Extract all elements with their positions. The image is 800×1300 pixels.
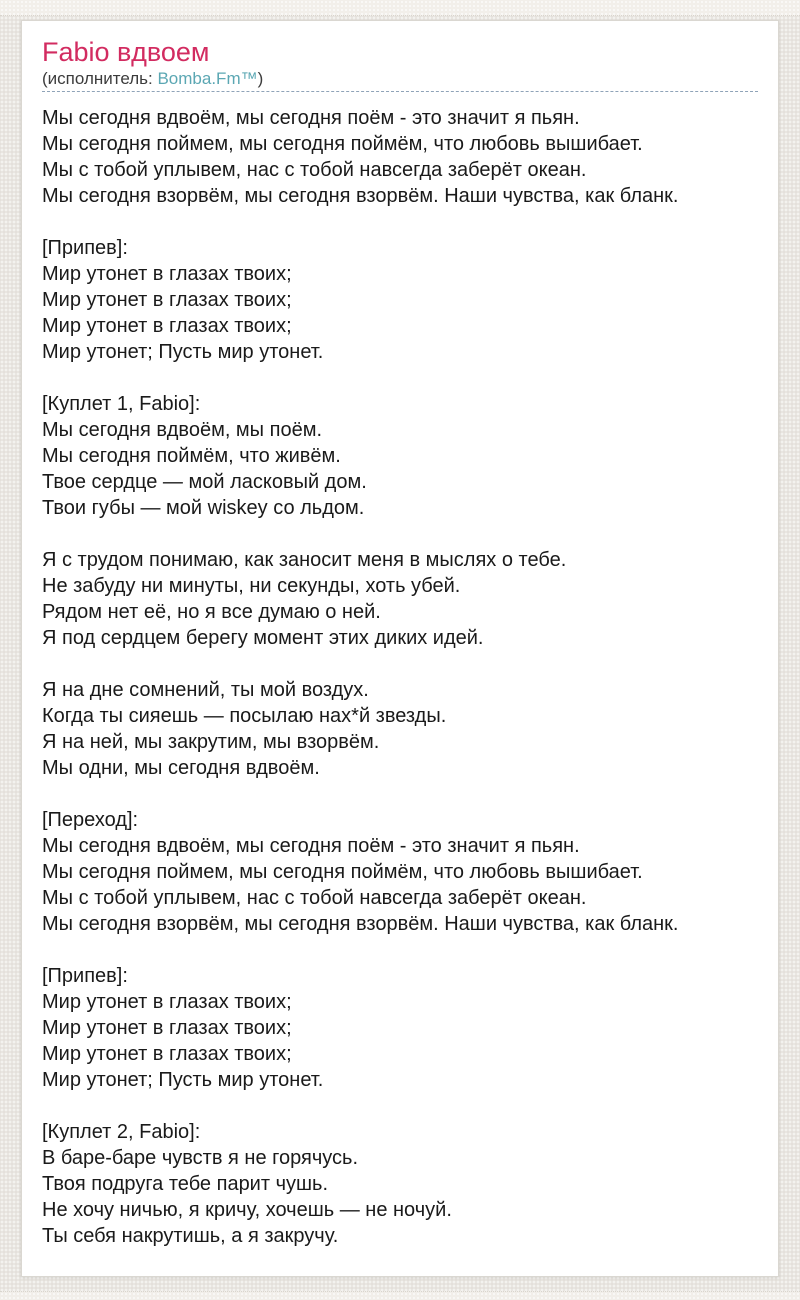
lyric-line: Ты себя накрутишь, а я закручу. — [42, 1225, 339, 1247]
page-bottom-texture-band — [0, 1291, 800, 1300]
lyric-line: Мир утонет; Пусть мир утонет. — [42, 341, 324, 363]
stanza — [42, 963, 758, 1093]
lyric-line: Мир утонет; Пусть мир утонет. — [42, 1069, 324, 1091]
artist-link[interactable]: Bomba.Fm™ — [157, 69, 258, 88]
lyric-line: Твое сердце — мой ласковый дом. — [42, 471, 367, 493]
artist-label-prefix: (исполнитель: — [42, 69, 158, 88]
artist-label-suffix: ) — [257, 69, 264, 88]
lyric-line: В баре-баре чувств я не горячусь. — [42, 1147, 358, 1169]
lyric-line: Мы сегодня вдвоём, мы сегодня поём - это значит я пьян. — [42, 835, 580, 857]
stanza — [42, 1119, 758, 1249]
lyric-line: Не хочу ничью, я кричу, хочешь — не ночуй. — [42, 1199, 452, 1221]
lyric-line: Мир утонет в глазах твоих; — [42, 1017, 292, 1039]
lyric-line: Рядом нет её, но я все думаю о ней. — [42, 601, 381, 623]
stanza — [42, 391, 758, 521]
song-title: Fabio вдвоем — [42, 37, 210, 67]
lyric-line: Мы с тобой уплывем, нас с тобой навсегда заберёт океан. — [42, 887, 587, 909]
lyric-line: Мы сегодня поймем, мы сегодня поймём, что любовь вышибает. — [42, 861, 643, 883]
page-top-texture-band — [0, 0, 800, 16]
stanza — [42, 807, 758, 937]
lyric-line: [Припев]: — [42, 965, 128, 987]
lyric-line: Мир утонет в глазах твоих; — [42, 289, 292, 311]
lyric-line: Не забуду ни минуты, ни секунды, хоть убей. — [42, 575, 461, 597]
lyric-line: [Куплет 2, Fabio]: — [42, 1121, 201, 1143]
lyric-line: Мы сегодня поймем, мы сегодня поймём, что любовь вышибает. — [42, 133, 643, 155]
stanza — [42, 105, 758, 209]
stanza — [42, 677, 758, 781]
lyric-line: Мир утонет в глазах твоих; — [42, 315, 292, 337]
lyric-line: Мы сегодня вдвоём, мы поём. — [42, 419, 322, 441]
lyrics-text — [42, 105, 758, 1249]
lyric-line: Я на ней, мы закрутим, мы взорвём. — [42, 731, 380, 753]
lyric-line: Я с трудом понимаю, как заносит меня в мыслях о тебе. — [42, 549, 567, 571]
lyric-line: Я на дне сомнений, ты мой воздух. — [42, 679, 369, 701]
lyric-line: Мир утонет в глазах твоих; — [42, 1043, 292, 1065]
lyric-line: Мы сегодня вдвоём, мы сегодня поём - это значит я пьян. — [42, 107, 580, 129]
lyric-line: [Переход]: — [42, 809, 139, 831]
stanza — [42, 547, 758, 651]
lyric-line: [Куплет 1, Fabio]: — [42, 393, 201, 415]
lyrics-card — [21, 20, 779, 1277]
lyric-line: Мир утонет в глазах твоих; — [42, 263, 292, 285]
lyric-line: [Припев]: — [42, 237, 128, 259]
stanza — [42, 235, 758, 365]
artist-line — [42, 69, 758, 92]
lyric-line: Мы с тобой уплывем, нас с тобой навсегда заберёт океан. — [42, 159, 587, 181]
lyric-line: Мир утонет в глазах твоих; — [42, 991, 292, 1013]
lyric-line: Твои губы — мой wiskey со льдом. — [42, 497, 365, 519]
lyric-line: Твоя подруга тебе парит чушь. — [42, 1173, 329, 1195]
lyric-line: Мы сегодня взорвём, мы сегодня взорвём. Наши чувства, как бланк. — [42, 913, 679, 935]
lyric-line: Когда ты сияешь — посылаю нах*й звезды. — [42, 705, 447, 727]
lyric-line: Мы одни, мы сегодня вдвоём. — [42, 757, 320, 779]
lyric-line: Мы сегодня поймём, что живём. — [42, 445, 341, 467]
lyric-line: Мы сегодня взорвём, мы сегодня взорвём. Наши чувства, как бланк. — [42, 185, 679, 207]
lyric-line: Я под сердцем берегу момент этих диких идей. — [42, 627, 484, 649]
